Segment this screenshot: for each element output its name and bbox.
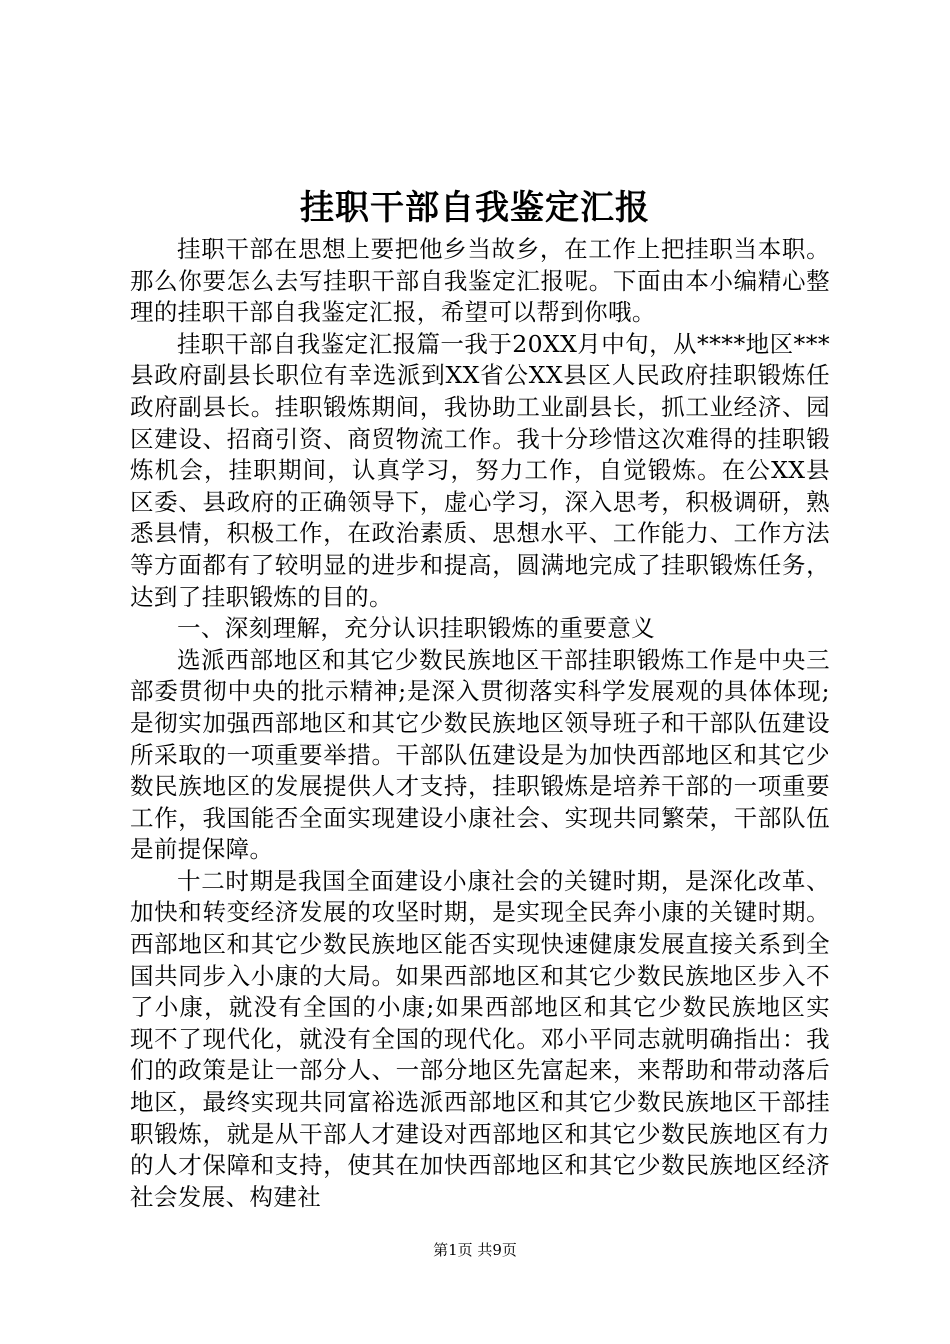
paragraph-part-one: 挂职干部自我鉴定汇报篇一我于20XX月中旬，从****地区***县政府副县长职位有幸选派到XX省公XX县区人民政府挂职锻炼任政府副县长。挂职锻炼期间，我协助工业副县长，抓工业经济、园区建设、招商引资、商贸物流工作。我十分珍惜这次难得的挂职锻炼机会，挂职期间，认真学习，努力工作，自觉锻炼。在公XX县区委、县政府的正确领导下，虚心学习，深入思考，积极调研，熟悉县情，积极工作，在政治素质、思想水平、工作能力、工作方法等方面都有了较明显的进步和提高，圆满地完成了挂职锻炼任务，达到了挂职锻炼的目的。 [130, 329, 830, 611]
paragraph-significance: 选派西部地区和其它少数民族地区干部挂职锻炼工作是中央三部委贯彻中央的批示精神;是深入贯彻落实科学发展观的具体体现;是彻实加强西部地区和其它少数民族地区领导班子和干部队伍建设所采取的一项重要举措。干部队伍建设是为加快西部地区和其它少数民族地区的发展提供人才支持，挂职锻炼是培养干部的一项重要工作，我国能否全面实现建设小康社会、实现共同繁荣，干部队伍是前提保障。 [130, 645, 830, 864]
paragraph-twelfth-period: 十二时期是我国全面建设小康社会的关键时期，是深化改革、加快和转变经济发展的攻坚时期，是实现全民奔小康的关键时期。西部地区和其它少数民族地区能否实现快速健康发展直接关系到全国共同步入小康的大局。如果西部地区和其它少数民族地区步入不了小康，就没有全国的小康;如果西部地区和其它少数民族地区实现不了现代化，就没有全国的现代化。邓小平同志就明确指出：我们的政策是让一部分人、一部分地区先富起来，来帮助和带动落后地区，最终实现共同富裕选派西部地区和其它少数民族地区干部挂职锻炼，就是从干部人才建设对西部地区和其它少数民族地区有力的人才保障和支持，使其在加快西部地区和其它少数民族地区经济社会发展、构建社 [130, 866, 830, 1211]
paragraph-intro: 挂职干部在思想上要把他乡当故乡，在工作上把挂职当本职。那么你要怎么去写挂职干部自我鉴定汇报呢。下面由本小编精心整理的挂职干部自我鉴定汇报，希望可以帮到你哦。 [130, 235, 830, 327]
document-body [130, 234, 830, 1213]
document-title: 挂职干部自我鉴定汇报 [300, 188, 650, 228]
page-number-footer: 第1页 共9页 [433, 1241, 517, 1259]
section-heading-one: 一、深刻理解，充分认识挂职锻炼的重要意义 [177, 614, 655, 643]
